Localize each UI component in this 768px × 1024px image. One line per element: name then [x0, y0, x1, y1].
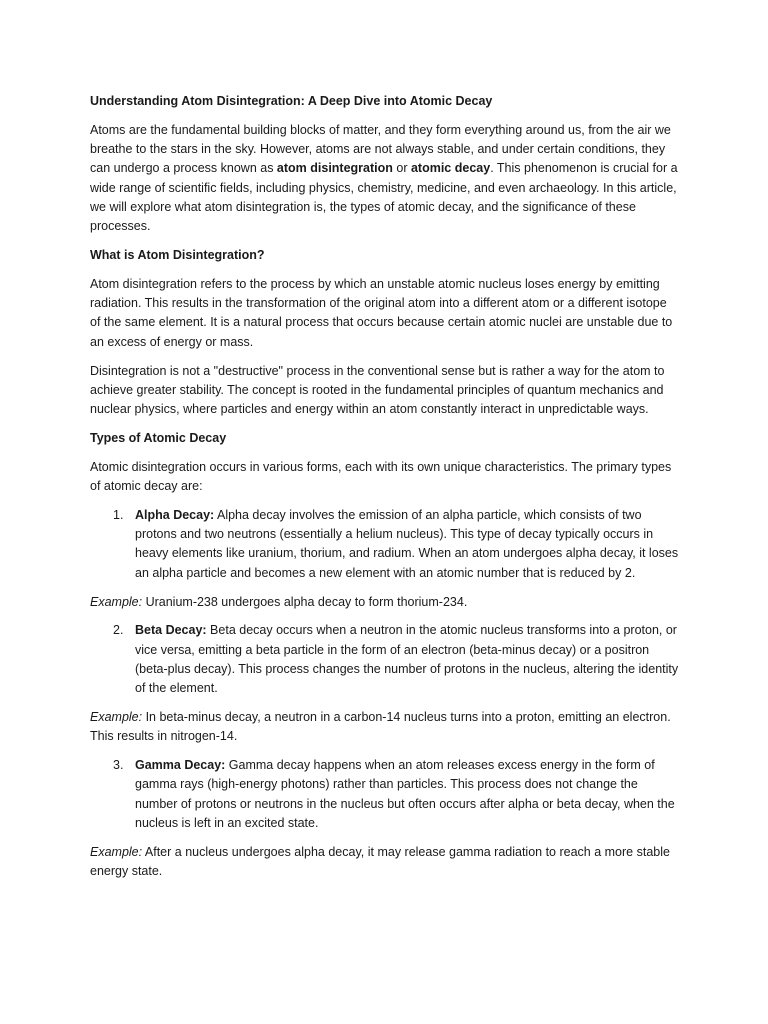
- list-number: 2.: [113, 623, 124, 638]
- example-alpha: [90, 593, 680, 612]
- list-item-text: Beta decay occurs when a neutron in the atomic nucleus transforms into a proton, or vice versa, emitting a beta particle in the form of an electron (beta-minus decay) or a positron (beta-plus decay). This process changes the number of protons in the nucleus, altering the identity of the element.: [135, 623, 679, 696]
- example-label: Example:: [90, 594, 143, 609]
- list-item-text: Gamma decay happens when an atom releases excess energy in the form of gamma rays (high-energy photons) rather than particles. This process does not change the number of protons or neutrons in the nucleus but often occurs after alpha or beta decay, when the nucleus is left in an excited state.: [135, 758, 675, 830]
- example-text: Uranium-238 undergoes alpha decay to form thorium-234.: [142, 594, 468, 609]
- term-atom-disintegration: atom disintegration: [276, 161, 393, 176]
- document-title: Understanding Atom Disintegration: A Deep Dive into Atomic Decay: [90, 94, 493, 108]
- intro-or: or: [392, 161, 411, 176]
- section-heading-types: Types of Atomic Decay: [90, 430, 227, 445]
- section-heading-what-is: What is Atom Disintegration?: [90, 248, 265, 263]
- example-label: Example:: [90, 844, 143, 859]
- example-gamma: [90, 843, 680, 882]
- list-item-text: Alpha decay involves the emission of an alpha particle, which consists of two protons and two neutrons (essentially a helium nucleus). This type of decay typically occurs in heavy elements like uranium, thorium, and radium. When an atom undergoes alpha decay, it loses an alpha particle and becomes a new element with an atomic number that is reduced by 2.: [135, 507, 679, 580]
- example-text: In beta-minus decay, a neutron in a carbon-14 nucleus turns into a proton, emitting an electron. This results in nitrogen-14.: [90, 710, 671, 744]
- intro-text-2: . This phenomenon is crucial for a wide range of scientific fields, including physics, chemistry, medicine, and even archaeology. In this article, we will explore what atom disintegration is, the types of atomic decay, and the significance of these processes.: [90, 161, 678, 234]
- term-atomic-decay: atomic decay: [410, 161, 491, 176]
- list-item-term: Alpha Decay:: [135, 507, 215, 522]
- decay-list-beta: [90, 621, 680, 698]
- example-text: After a nucleus undergoes alpha decay, it may release gamma radiation to reach a more stable energy state.: [90, 844, 670, 879]
- intro-text-1: Atoms are the fundamental building blocks of matter, and they form everything around us, from the air we breathe to the stars in the sky. However, atoms are not always stable, and under certain conditions, they can undergo a process known as: [90, 122, 671, 176]
- intro-paragraph: [90, 121, 680, 237]
- list-item-term: Gamma Decay:: [135, 758, 226, 773]
- document-page: [90, 92, 680, 891]
- list-item-term: Beta Decay:: [135, 623, 207, 638]
- example-label: Example:: [90, 710, 143, 725]
- list-item-gamma-decay: [113, 756, 680, 833]
- types-intro-paragraph: Atomic disintegration occurs in various forms, each with its own unique characteristics. The primary types of atomic decay are:: [90, 459, 672, 494]
- what-is-paragraph-1: Atom disintegration refers to the process by which an unstable atomic nucleus loses energy by emitting radiation. This results in the transformation of the original atom into a different atom or a different isotope of the same element. It is a natural process that occurs because certain atomic nuclei are unstable due to an excess of energy or mass.: [90, 276, 673, 349]
- decay-list-gamma: [90, 756, 680, 833]
- list-number: 1.: [113, 507, 124, 522]
- list-item-alpha-decay: [113, 506, 680, 583]
- example-beta: [90, 708, 680, 747]
- decay-list-alpha: [90, 506, 680, 583]
- what-is-paragraph-2: Disintegration is not a "destructive" process in the conventional sense but is rather a way for the atom to achieve greater stability. The concept is rooted in the fundamental principles of quantum mechanics and nuclear physics, where particles and energy within an atom constantly interact in unpredictable ways.: [90, 363, 665, 417]
- list-item-beta-decay: [113, 621, 680, 698]
- list-number: 3.: [113, 758, 124, 773]
